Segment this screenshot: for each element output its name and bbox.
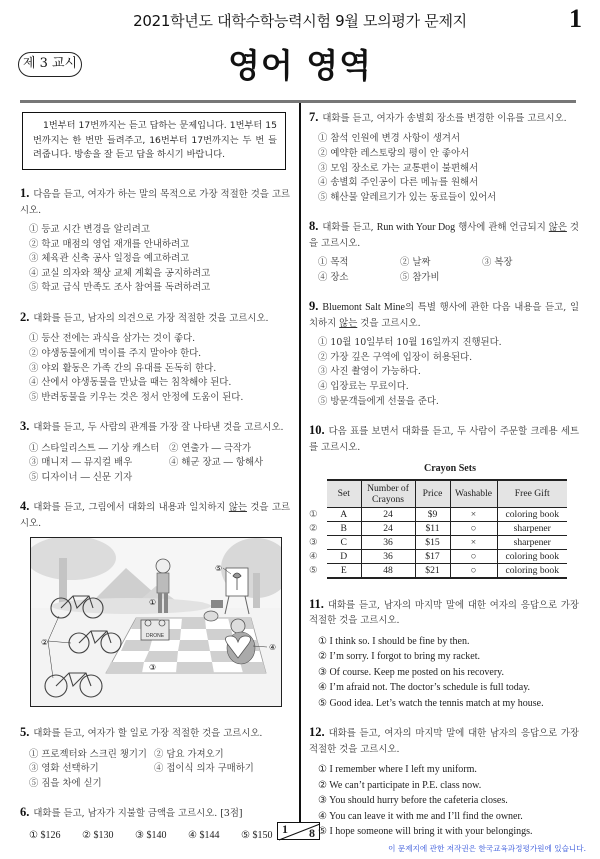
choice-1[interactable]: ① I think so. I should be fine by then. bbox=[318, 635, 470, 647]
cell-set: B bbox=[327, 521, 361, 535]
question-stem-before: 대화를 듣고, bbox=[322, 222, 377, 234]
choice-4[interactable]: ④ 장소 bbox=[318, 271, 349, 283]
choice-1[interactable]: ① 프로젝터와 스크린 챙기기 bbox=[29, 748, 147, 760]
choice-3[interactable]: ③ 야외 활동은 가족 간의 유대를 돈독히 한다. bbox=[29, 362, 217, 374]
cell-set: E bbox=[327, 563, 361, 578]
cell-gift: sharpener bbox=[497, 521, 567, 535]
question-number: 10. bbox=[309, 423, 325, 438]
current-page: 1 bbox=[282, 822, 288, 836]
question-stem-before: 대화를 듣고, 그림에서 대화의 내용과 일치하지 bbox=[33, 502, 229, 514]
choice-5[interactable]: ⑤ 방문객들에게 선물을 준다. bbox=[318, 395, 439, 407]
question-number: 1. bbox=[20, 186, 30, 201]
choice-5[interactable]: ⑤ 디자이너 ― 신문 기자 bbox=[29, 471, 133, 483]
cell-price: $15 bbox=[415, 535, 450, 549]
cell-count: 24 bbox=[361, 521, 415, 535]
question-number: 3. bbox=[20, 419, 30, 434]
choice-1[interactable]: ① $126 bbox=[29, 829, 61, 841]
question-stem: 다음을 듣고, 여자가 하는 말의 목적으로 가장 적절한 것을 고르시오. bbox=[20, 189, 290, 216]
choice-5[interactable]: ⑤ 반려동물을 키우는 것은 정서 안정에 도움이 된다. bbox=[29, 391, 244, 403]
column-header-washable: Washable bbox=[450, 480, 497, 508]
column-header-price: Price bbox=[415, 480, 450, 508]
table-row[interactable] bbox=[309, 507, 567, 521]
choice-4[interactable]: ④ 산에서 야생동물을 만났을 때는 침착해야 된다. bbox=[29, 377, 232, 389]
top-rule bbox=[20, 100, 576, 103]
choice-1[interactable]: ① 등교 시간 변경을 알리려고 bbox=[29, 224, 150, 236]
question-number: 7. bbox=[309, 110, 319, 124]
question-number: 6. bbox=[20, 805, 30, 820]
crayon-sets-table bbox=[309, 479, 567, 579]
question-7 bbox=[309, 108, 579, 205]
question-stem: 다음 표를 보면서 대화를 듣고, 두 사람이 주문할 크레용 세트를 고르시오. bbox=[309, 426, 579, 453]
choice-mark: ⑤ bbox=[309, 564, 318, 576]
cell-gift: sharpener bbox=[497, 535, 567, 549]
event-name: Run with Your Dog bbox=[376, 222, 456, 234]
question-1 bbox=[20, 184, 290, 296]
period-badge: 제 3 교시 bbox=[18, 52, 82, 77]
cell-washable: × bbox=[450, 535, 497, 549]
question-number: 8. bbox=[309, 219, 319, 234]
choice-2[interactable]: ② We can’t participate in P.E. class now. bbox=[318, 779, 482, 791]
question-stem: 대화를 듣고, 여자의 마지막 말에 대한 남자의 응답으로 가장 적절한 것을 고르시오. bbox=[309, 728, 579, 755]
choice-3[interactable]: ③ 사진 촬영이 가능하다. bbox=[318, 366, 421, 378]
marker-3: ③ bbox=[149, 663, 157, 673]
question-stem-after: 것을 고르시오. bbox=[357, 317, 421, 329]
question-11 bbox=[309, 595, 579, 711]
choice-1[interactable]: ① 스타일리스트 ― 기상 캐스터 bbox=[29, 442, 160, 454]
choice-1[interactable]: ① 10월 10일부터 10월 16일까지 진행된다. bbox=[318, 337, 502, 349]
column-header-count: Number of Crayons bbox=[361, 480, 415, 508]
choice-4[interactable]: ④ $144 bbox=[188, 829, 220, 841]
question-3 bbox=[20, 417, 290, 485]
choice-4[interactable]: ④ 해군 장교 ― 항해사 bbox=[169, 457, 264, 469]
choice-3[interactable]: ③ 매니저 ― 뮤지컬 배우 bbox=[29, 457, 133, 469]
cell-washable: ○ bbox=[450, 521, 497, 535]
column-divider bbox=[299, 103, 301, 823]
question-2 bbox=[20, 308, 290, 405]
table-title: Crayon Sets bbox=[424, 463, 476, 475]
question-stem-before: 의 특별 행사에 관한 다음 내용을 듣고, 일치하지 bbox=[309, 302, 580, 329]
question-number: 12. bbox=[309, 725, 325, 740]
question-stem: 대화를 듣고, 여자가 송별회 장소를 변경한 이유를 고르시오. bbox=[322, 113, 567, 124]
choice-3[interactable]: ③ 복장 bbox=[482, 257, 513, 269]
page-number: 1 bbox=[569, 4, 582, 33]
choice-5[interactable]: ⑤ Good idea. Let’s watch the tennis match at my house. bbox=[318, 697, 544, 709]
choice-2[interactable]: ② 가장 깊은 구역에 입장이 허용된다. bbox=[318, 351, 473, 363]
listening-notice: 1번부터 17번까지는 듣고 답하는 문제입니다. 1번부터 15번까지는 한 번만 들려주고, 16번부터 17번까지는 두 번 들려줍니다. 방송을 잘 듣고 답을 하시기 바랍니다. bbox=[22, 112, 286, 170]
question-stem-mid: 행사에 관해 언급되지 bbox=[455, 222, 549, 234]
table-row[interactable] bbox=[309, 563, 567, 578]
choice-1[interactable]: ① 참석 인원에 변경 사항이 생겨서 bbox=[318, 133, 461, 145]
question-number: 5. bbox=[20, 725, 30, 740]
cell-count: 24 bbox=[361, 507, 415, 521]
page-indicator bbox=[277, 822, 320, 840]
picnic-scene-icon bbox=[31, 538, 282, 707]
choice-5[interactable]: ⑤ 짐을 차에 싣기 bbox=[29, 777, 102, 789]
question-stem: 대화를 듣고, 남자가 지불할 금액을 고르시오. [3점] bbox=[33, 808, 243, 820]
choice-3[interactable]: ③ 모임 장소로 가는 교통편이 불편해서 bbox=[318, 162, 479, 174]
marker-5: ⑤ bbox=[215, 564, 223, 574]
choice-3[interactable]: ③ 체육관 신축 공사 일정을 예고하려고 bbox=[29, 253, 190, 265]
cell-price: $9 bbox=[415, 507, 450, 521]
question-number: 2. bbox=[20, 310, 30, 324]
question-stem: 대화를 듣고, 여자가 할 일로 가장 적절한 것을 고르시오. bbox=[33, 728, 263, 740]
choice-5[interactable]: ⑤ 해산물 알레르기가 있는 동료들이 있어서 bbox=[318, 191, 497, 203]
cell-count: 36 bbox=[361, 535, 415, 549]
question-number: 11. bbox=[309, 596, 324, 611]
choice-2[interactable]: ② $130 bbox=[82, 829, 114, 841]
cell-washable: ○ bbox=[450, 549, 497, 563]
choice-4[interactable]: ④ 입장료는 무료이다. bbox=[318, 381, 409, 393]
event-name: Bluemont Salt Mine bbox=[322, 302, 405, 314]
choice-4[interactable]: ④ 접이식 의자 구매하기 bbox=[154, 763, 254, 775]
marker-1: ① bbox=[149, 598, 157, 608]
question-stem: 대화를 듣고, 남자의 의견으로 가장 적절한 것을 고르시오. bbox=[33, 313, 269, 324]
table-header-row bbox=[309, 480, 567, 508]
table-row[interactable] bbox=[309, 549, 567, 563]
subject-title: 영어 영역 bbox=[227, 46, 372, 85]
question-12 bbox=[309, 723, 579, 839]
cell-gift: coloring book bbox=[497, 563, 567, 578]
choice-mark: ④ bbox=[309, 550, 318, 562]
choice-2[interactable]: ② 학교 매점의 영업 재개를 안내하려고 bbox=[29, 238, 190, 250]
choice-1[interactable]: ① I remember where I left my uniform. bbox=[318, 764, 477, 776]
left-column bbox=[20, 108, 290, 855]
question-10 bbox=[309, 421, 579, 579]
choice-1[interactable]: ① 목적 bbox=[318, 257, 349, 269]
choice-3[interactable]: ③ Of course. Keep me posted on his recovery. bbox=[318, 666, 505, 678]
choice-4[interactable]: ④ 송별회 주인공이 다른 메뉴를 원해서 bbox=[318, 177, 479, 189]
question-stem-after: 것을 고르시오. bbox=[20, 502, 290, 529]
choice-3[interactable]: ③ $140 bbox=[135, 829, 167, 841]
question-9 bbox=[309, 297, 579, 409]
cell-gift: coloring book bbox=[497, 549, 567, 563]
column-header-set: Set bbox=[327, 480, 361, 508]
choice-2[interactable]: ② 담요 가져오기 bbox=[154, 748, 224, 760]
choice-5[interactable]: ⑤ $150 bbox=[241, 829, 273, 841]
choice-2[interactable]: ② 야생동물에게 먹이를 주지 말아야 한다. bbox=[29, 347, 202, 359]
choice-5[interactable]: ⑤ 참가비 bbox=[400, 271, 440, 283]
cell-price: $21 bbox=[415, 563, 450, 578]
question-stem: 대화를 듣고, 남자의 마지막 말에 대한 여자의 응답으로 가장 적절한 것을 고르시오. bbox=[309, 599, 579, 627]
underlined-negation: 않는 bbox=[228, 502, 247, 514]
choice-5[interactable]: ⑤ 학교 급식 만족도 조사 참여를 독려하려고 bbox=[29, 282, 211, 294]
choice-mark: ① bbox=[309, 508, 318, 520]
cell-price: $17 bbox=[415, 549, 450, 563]
cell-gift: coloring book bbox=[497, 507, 567, 521]
cell-set: A bbox=[327, 507, 361, 521]
marker-4: ④ bbox=[269, 643, 277, 653]
total-pages: 8 bbox=[309, 826, 315, 840]
marker-2: ② bbox=[41, 638, 49, 648]
choice-3[interactable]: ③ You should hurry before the cafeteria closes. bbox=[318, 795, 508, 807]
drone-label: DRONE bbox=[145, 633, 165, 640]
question-number: 9. bbox=[309, 299, 319, 314]
choice-mark: ② bbox=[309, 522, 318, 534]
exam-title: 2021학년도 대학수학능력시험 9월 모의평가 문제지 bbox=[133, 12, 467, 30]
question-stem: 대화를 듣고, 두 사람의 관계를 가장 잘 나타낸 것을 고르시오. bbox=[33, 422, 284, 434]
choice-2[interactable]: ② I’m sorry. I forgot to bring my racket. bbox=[318, 651, 480, 663]
cell-set: D bbox=[327, 549, 361, 563]
table-row[interactable] bbox=[309, 535, 567, 549]
choice-2[interactable]: ② 날짜 bbox=[400, 257, 431, 269]
choice-2[interactable]: ② 예약한 레스토랑의 평이 안 좋아서 bbox=[318, 147, 470, 159]
question-6 bbox=[20, 803, 290, 843]
picnic-illustration bbox=[30, 537, 282, 707]
choice-4[interactable]: ④ I’m afraid not. The doctor’s schedule is full today. bbox=[318, 682, 531, 694]
choice-mark: ③ bbox=[309, 536, 318, 548]
choice-3[interactable]: ③ 영화 선택하기 bbox=[29, 763, 99, 775]
choice-2[interactable]: ② 연출가 ― 극작가 bbox=[169, 442, 252, 454]
question-5 bbox=[20, 723, 290, 791]
question-4 bbox=[20, 497, 290, 707]
choice-1[interactable]: ① 등산 전에는 과식을 삼가는 것이 좋다. bbox=[29, 333, 196, 345]
cell-washable: × bbox=[450, 507, 497, 521]
choice-4[interactable]: ④ You can leave it with me and I’ll find the owner. bbox=[318, 810, 523, 822]
cell-count: 48 bbox=[361, 563, 415, 578]
table-row[interactable] bbox=[309, 521, 567, 535]
copyright-notice: 이 문제지에 관한 저작권은 한국교육과정평가원에 있습니다. bbox=[388, 844, 586, 853]
question-number: 4. bbox=[20, 499, 30, 514]
choice-5[interactable]: ⑤ I hope someone will bring it with your belongings. bbox=[318, 826, 533, 838]
cell-price: $11 bbox=[415, 521, 450, 535]
question-8 bbox=[309, 217, 579, 285]
right-column bbox=[309, 108, 579, 852]
underlined-negation: 않는 bbox=[339, 317, 358, 329]
choice-4[interactable]: ④ 교실 의자와 책상 교체 계획을 공지하려고 bbox=[29, 267, 211, 279]
column-header-gift: Free Gift bbox=[497, 480, 567, 508]
cell-count: 36 bbox=[361, 549, 415, 563]
cell-washable: ○ bbox=[450, 563, 497, 578]
question-stem-after: 것을 고르시오. bbox=[309, 222, 579, 249]
underlined-negation: 않은 bbox=[548, 222, 567, 234]
cell-set: C bbox=[327, 535, 361, 549]
